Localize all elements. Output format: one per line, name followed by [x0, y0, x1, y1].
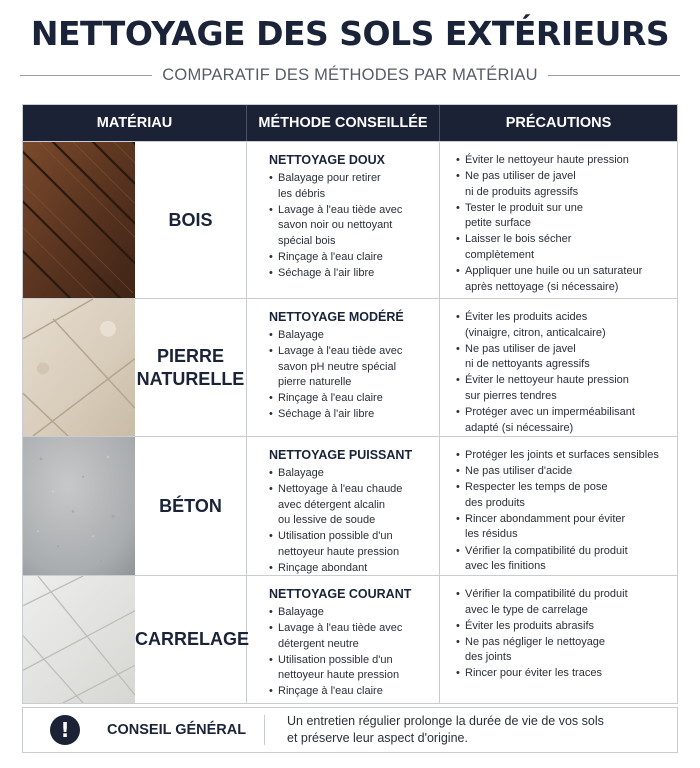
table-row-pierre-naturelle — [23, 298, 677, 436]
method-item: • Utilisation possible d'un nettoyeur haute pression — [269, 529, 431, 560]
precaution-item: • Ne pas utiliser de javel ni de nettoyants agressifs — [456, 342, 669, 373]
material-cell — [23, 142, 247, 298]
divider-right — [548, 75, 680, 76]
method-cell — [247, 142, 440, 298]
icon-wrap — [23, 715, 107, 745]
method-item: • Utilisation possible d'un nettoyeur haute pression — [269, 653, 431, 684]
precaution-item: • Protéger avec un imperméabilisant adapté (si nécessaire) — [456, 405, 669, 436]
wood-texture-image — [23, 142, 135, 298]
precaution-item: • Éviter les produits acides (vinaigre, citron, anticalcaire) — [456, 310, 669, 341]
method-item: • Rinçage à l'eau claire — [269, 250, 431, 266]
precaution-item: • Appliquer une huile ou un saturateur après nettoyage (si nécessaire) — [456, 264, 669, 295]
precaution-item: • Ne pas utiliser d'acide — [456, 464, 669, 480]
material-name: PIERRE NATURELLE — [136, 345, 245, 389]
header-material: MATÉRIAU — [23, 105, 247, 141]
material-name: BOIS — [168, 209, 213, 230]
precautions-cell — [440, 142, 677, 298]
method-cell — [247, 576, 440, 703]
general-advice-label: CONSEIL GÉNÉRAL — [107, 715, 265, 745]
precaution-item: • Vérifier la compatibilité du produit avec les finitions — [456, 544, 669, 575]
precaution-item: • Tester le produit sur une petite surface — [456, 201, 669, 232]
page-title: NETTOYAGE DES SOLS EXTÉRIEURS — [30, 14, 670, 53]
method-item: • Balayage — [269, 328, 431, 344]
method-cell — [247, 299, 440, 436]
precaution-item: • Respecter les temps de pose des produits — [456, 480, 669, 511]
material-cell — [23, 576, 250, 703]
method-item: • Nettoyage à l'eau chaude avec détergent alcalin ou lessive de soude — [269, 482, 431, 529]
method-list — [269, 605, 431, 700]
exclamation-icon: ! — [50, 715, 80, 745]
method-list — [269, 328, 431, 423]
precautions-list — [456, 153, 669, 295]
method-title: NETTOYAGE MODÉRÉ — [269, 310, 404, 324]
method-title: NETTOYAGE DOUX — [269, 153, 385, 167]
general-advice-text: Un entretien régulier prolonge la durée de vie de vos sols et préserve leur aspect d'origine. — [287, 714, 604, 745]
header-method: MÉTHODE CONSEILLÉE — [247, 105, 440, 141]
method-item: • Lavage à l'eau tiède avec savon noir ou nettoyant spécial bois — [269, 203, 431, 250]
method-title: NETTOYAGE COURANT — [269, 587, 412, 601]
tile-texture-image — [23, 576, 135, 703]
comparison-table — [22, 104, 678, 704]
precautions-list — [456, 310, 669, 436]
method-item: • Rinçage à l'eau claire — [269, 391, 431, 407]
method-item: • Balayage — [269, 605, 431, 621]
precaution-item: • Rincer pour éviter les traces — [456, 666, 669, 682]
stone-texture-image — [23, 299, 135, 436]
precautions-cell — [440, 437, 677, 575]
method-item: • Balayage — [269, 466, 431, 482]
precautions-list — [456, 448, 669, 575]
method-item: • Lavage à l'eau tiède avec détergent neutre — [269, 621, 431, 652]
method-list — [269, 466, 431, 577]
table-header — [23, 105, 677, 141]
table-row-bois — [23, 141, 677, 298]
precaution-item: • Ne pas négliger le nettoyage des joints — [456, 635, 669, 666]
precaution-item: • Protéger les joints et surfaces sensibles — [456, 448, 669, 464]
precautions-cell — [440, 576, 677, 703]
precaution-item: • Éviter le nettoyeur haute pression — [456, 153, 669, 169]
method-item: • Rinçage abondant — [269, 561, 431, 577]
precaution-item: • Ne pas utiliser de javel ni de produits agressifs — [456, 169, 669, 200]
method-item: • Rinçage à l'eau claire — [269, 684, 431, 700]
concrete-texture-image — [23, 437, 135, 575]
precaution-item: • Laisser le bois sécher complètement — [456, 232, 669, 263]
material-cell — [23, 437, 247, 575]
general-advice-box — [22, 707, 678, 753]
header-precautions: PRÉCAUTIONS — [505, 115, 612, 131]
method-cell — [247, 437, 440, 575]
precaution-item: • Vérifier la compatibilité du produit avec le type de carrelage — [456, 587, 669, 618]
table-row-beton — [23, 436, 677, 575]
subtitle-row — [20, 64, 680, 86]
divider-left — [20, 75, 152, 76]
table-row-carrelage — [23, 575, 677, 703]
material-name: BÉTON — [159, 495, 222, 516]
precautions-list — [456, 587, 669, 682]
precautions-cell — [440, 299, 677, 436]
method-item: • Séchage à l'air libre — [269, 407, 431, 423]
method-item: • Séchage à l'air libre — [269, 266, 431, 282]
material-cell — [23, 299, 247, 436]
method-item: • Balayage pour retirer les débris — [269, 171, 431, 202]
material-name: CARRELAGE — [135, 629, 250, 649]
method-list — [269, 171, 431, 282]
method-title: NETTOYAGE PUISSANT — [269, 448, 413, 462]
precaution-item: • Éviter les produits abrasifs — [456, 619, 669, 635]
page-subtitle: COMPARATIF DES MÉTHODES PAR MATÉRIAU — [162, 65, 538, 84]
precaution-item: • Rincer abondamment pour éviter les résidus — [456, 512, 669, 543]
method-item: • Lavage à l'eau tiède avec savon pH neutre spécial pierre naturelle — [269, 344, 431, 391]
precaution-item: • Éviter le nettoyeur haute pression sur pierres tendres — [456, 373, 669, 404]
